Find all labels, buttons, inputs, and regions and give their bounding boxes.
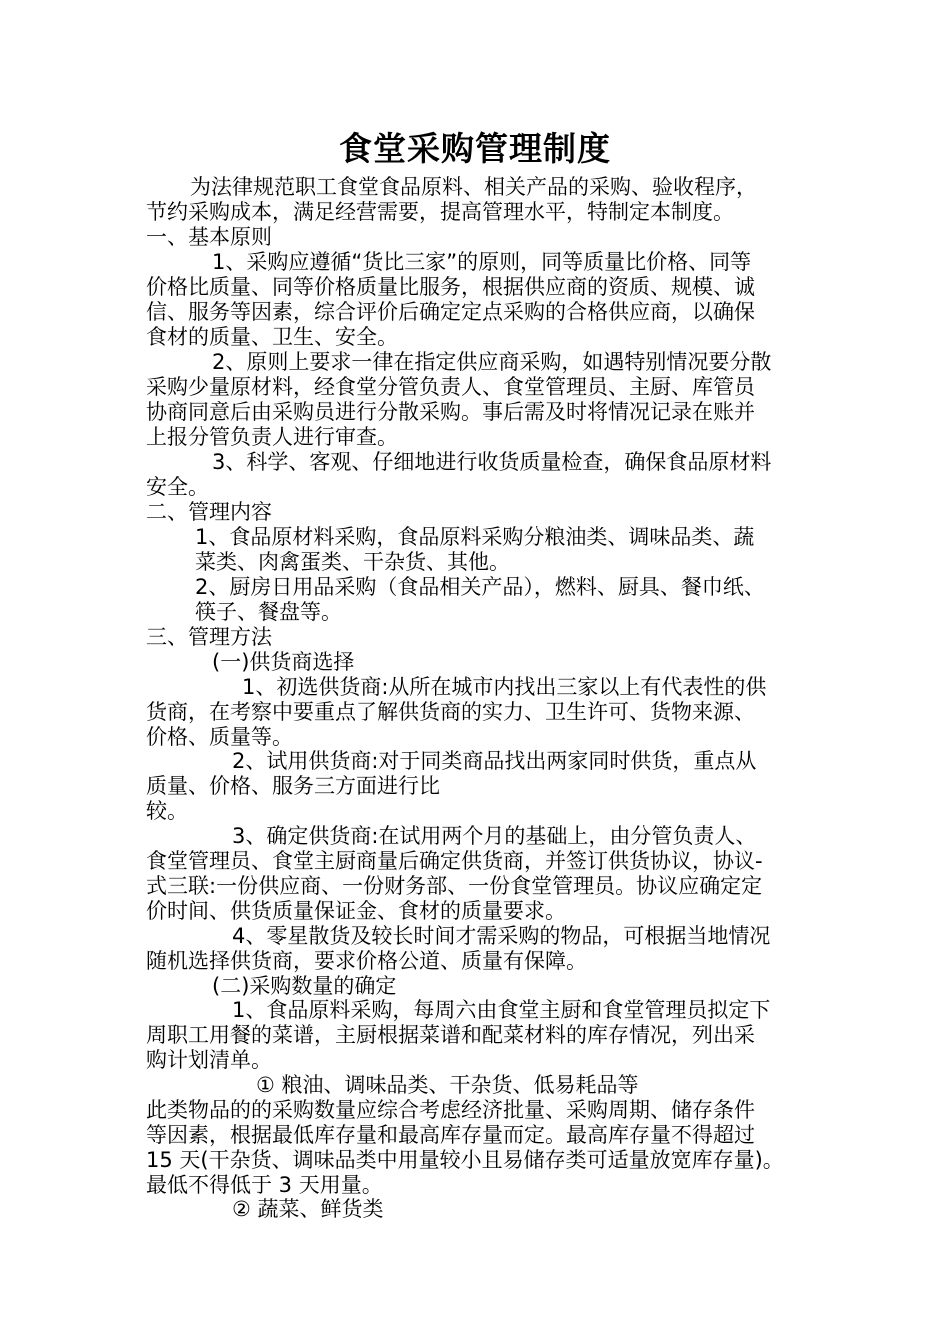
paragraph-line: 价时间、供货质量保证金、食材的质量要求。 [146, 899, 566, 923]
paragraph-line: 3、确定供货商:在试用两个月的基础上，由分管负责人、 [232, 824, 757, 848]
paragraph-line: 安全。 [146, 475, 209, 499]
paragraph-line: 为法律规范职工食堂食品原料、相关产品的采购、验收程序， [190, 175, 757, 199]
paragraph-line: 4、零星散货及较长时间才需采购的物品，可根据当地情况 [232, 924, 771, 948]
paragraph-line: 1、食品原料采购，每周六由食堂主厨和食堂管理员拟定下 [232, 998, 771, 1022]
paragraph-line: 价格、质量等。 [146, 725, 293, 749]
document-title: 食堂采购管理制度 [339, 129, 611, 168]
paragraph-line: 购计划清单。 [146, 1048, 272, 1072]
paragraph-line: 上报分管负责人进行审查。 [146, 425, 398, 449]
paragraph-line: 食堂管理员、食堂主厨商量后确定供货商，并签订供货协议，协议- [146, 849, 763, 873]
paragraph-line: 周职工用餐的菜谱，主厨根据菜谱和配菜材料的库存情况，列出采 [146, 1023, 755, 1047]
paragraph-line: 质量、价格、服务三方面进行比 [146, 774, 440, 798]
paragraph-line: 2、厨房日用品采购（食品相关产品），燃料、厨具、餐巾纸、 [195, 575, 765, 599]
paragraph-line: 1、食品原材料采购，食品原料采购分粮油类、调味品类、蔬 [195, 525, 755, 549]
paragraph-line: 货商，在考察中要重点了解供货商的实力、卫生许可、货物来源、 [146, 700, 755, 724]
paragraph-line: 15 天(干杂货、调味品类中用量较小且易储存类可适量放宽库存量)。 [146, 1148, 784, 1172]
paragraph-line: 3、科学、客观、仔细地进行收货质量检查，确保食品原材料 [212, 450, 772, 474]
paragraph-line: 食材的质量、卫生、安全。 [146, 325, 398, 349]
paragraph-line: 采购少量原材料，经食堂分管负责人、食堂管理员、主厨、库管员 [146, 375, 755, 399]
paragraph-line: 1、采购应遵循“货比三家”的原则，同等质量比价格、同等 [212, 250, 752, 274]
paragraph-line: 最低不得低于 3 天用量。 [146, 1173, 383, 1197]
paragraph-line: 随机选择供货商，要求价格公道、质量有保障。 [146, 949, 587, 973]
list-item-heading: ① 粮油、调味品类、干杂货、低易耗品等 [256, 1073, 639, 1097]
paragraph-line: 菜类、肉禽蛋类、干杂货、其他。 [195, 550, 510, 574]
paragraph-line: 2、试用供货商:对于同类商品找出两家同时供货，重点从 [232, 749, 757, 773]
subsection-heading: (一)供货商选择 [212, 650, 355, 674]
section-heading: 三、管理方法 [146, 625, 272, 649]
paragraph-line: 筷子、餐盘等。 [195, 600, 342, 624]
paragraph-line: 2、原则上要求一律在指定供应商采购，如遇特别情况要分散 [212, 350, 772, 374]
section-heading: 一、基本原则 [146, 225, 272, 249]
paragraph-line: 较。 [146, 799, 188, 823]
paragraph-line: 信、服务等因素，综合评价后确定定点采购的合格供应商，以确保 [146, 300, 755, 324]
paragraph-line: 价格比质量、同等价格质量比服务，根据供应商的资质、规模、诚 [146, 275, 755, 299]
paragraph-line: 协商同意后由采购员进行分散采购。事后需及时将情况记录在账并 [146, 400, 755, 424]
paragraph-line: 等因素，根据最低库存量和最高库存量而定。最高库存量不得超过 [146, 1123, 755, 1147]
paragraph-line: 节约采购成本，满足经营需要，提高管理水平，特制定本制度。 [146, 200, 734, 224]
paragraph-line: 1、初选供货商:从所在城市内找出三家以上有代表性的供 [242, 675, 767, 699]
section-heading: 二、管理内容 [146, 500, 272, 524]
paragraph-line: 此类物品的的采购数量应综合考虑经济批量、采购周期、储存条件 [146, 1098, 755, 1122]
subsection-heading: (二)采购数量的确定 [212, 974, 397, 998]
list-item-heading: ② 蔬菜、鲜货类 [232, 1197, 384, 1221]
paragraph-line: 式三联:一份供应商、一份财务部、一份食堂管理员。协议应确定定 [146, 874, 763, 898]
